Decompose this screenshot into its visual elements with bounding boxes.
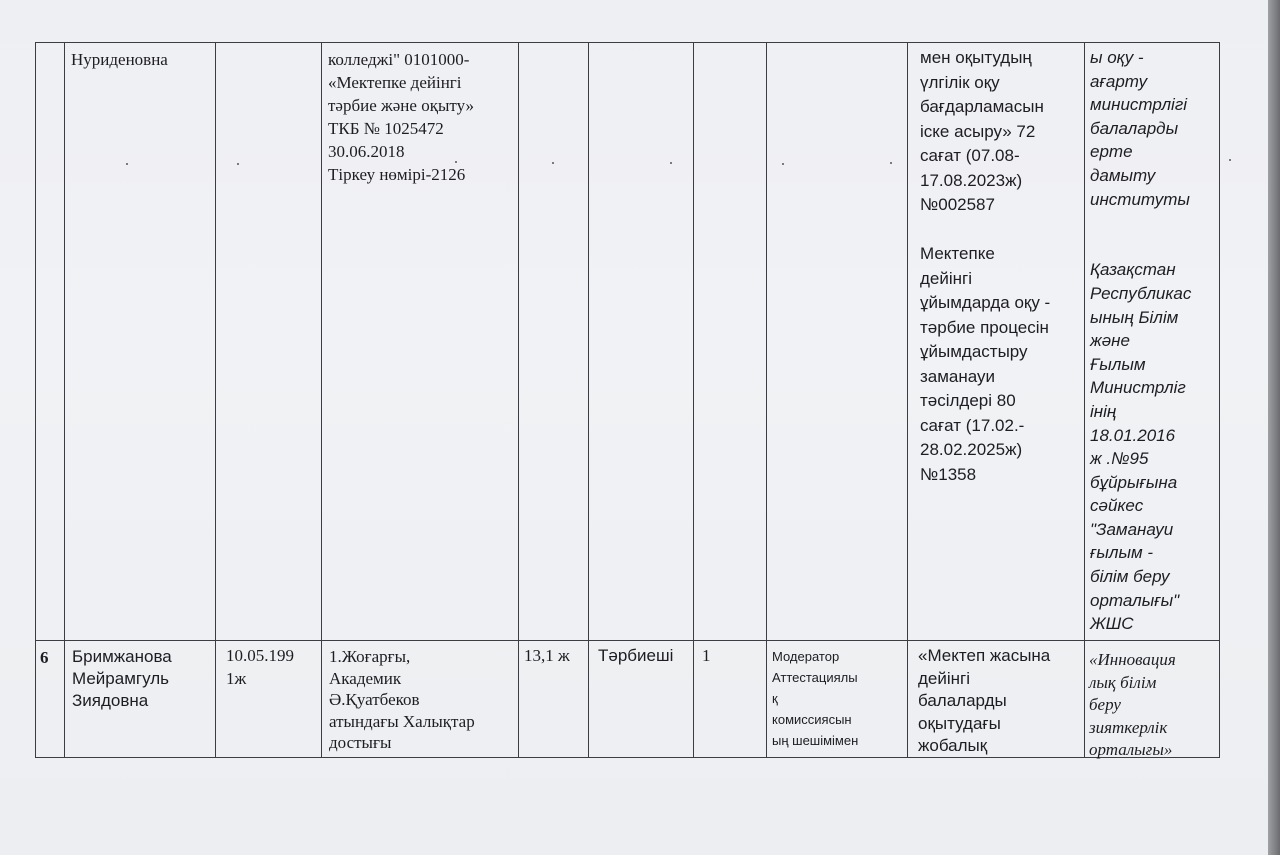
print-dot [237,163,239,165]
prev-row-education: колледжі" 0101000- «Мектепке дейінгі тәрбие және оқыту» ТКБ № 1025472 30.06.2018 Тіркеу нөмірі-2126 [328,50,475,184]
row-6-organizer: «Инновация лық білім беру зияткерлік орталығы» [1089,650,1176,759]
prev-row-name: Нуриденовна [71,50,168,69]
print-dot [670,162,672,164]
prev-row-organizer: ы оқу - ағарту министрлігі балаларды ерте дамыту институты Қазақстан Республикас ының Білім және Ғылым Министрліг інің 18.01.2016 ж .№95 бұйрығына сәйкес "Заманауи ғылым - білім беру орталығы" ЖШС [1090,48,1192,634]
row-6-birth-date: 10.05.199 1ж [226,646,294,688]
table-column-divider [215,42,216,758]
prev-row-courses: мен оқытудың үлгілік оқу бағдарламасын іске асыру» 72 сағат (07.08- 17.08.2023ж) №002587 Мектепке дейінгі ұйымдарда оқу - тәрбие процесін ұйымдастыру заманауи тәсілдері 80 сағат (17.02.- 28.02.2025ж) №1358 [920,48,1051,484]
row-6-courses: «Мектеп жасына дейінгі балаларды оқытудағы жобалық [918,646,1051,755]
row-6-category: 1 [702,646,711,665]
row-6-name: Бримжанова Мейрамгуль Зиядовна [72,647,172,710]
table-border-top [35,42,1220,43]
table-column-divider [907,42,908,758]
print-dot [782,163,784,165]
table-border-left [35,42,36,758]
row-6-position: Тәрбиеші [598,646,674,665]
print-dot [455,161,457,163]
table-border-right [1219,42,1220,758]
table-column-divider [64,42,65,758]
print-dot [552,162,554,164]
table-column-divider [321,42,322,758]
print-dot [1229,159,1231,161]
table-column-divider [588,42,589,758]
table-row-divider [35,640,1220,641]
print-dot [890,162,892,164]
table-column-divider [766,42,767,758]
table-column-divider [1084,42,1085,758]
print-dot [126,163,128,165]
page-edge-shadow [1268,0,1280,855]
row-6-number: 6 [40,648,49,667]
row-6-experience: 13,1 ж [524,646,570,665]
table-column-divider [518,42,519,758]
table-column-divider [693,42,694,758]
row-6-education: 1.Жоғарғы, Академик Ә.Қуатбеков атындағы Халықтар достығы [329,647,475,752]
row-6-attestation: Модератор Аттестациялы қ комиссиясын ың шешімімен [772,649,859,748]
